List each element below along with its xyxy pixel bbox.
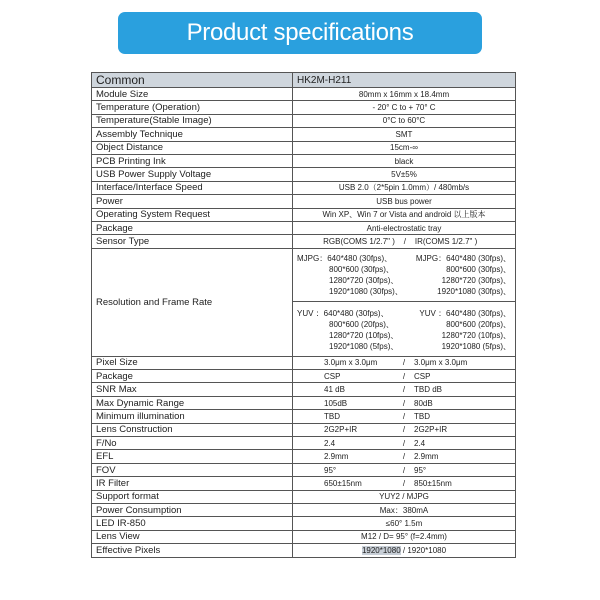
spec-value [293, 235, 516, 248]
pair-separator: / [402, 438, 406, 448]
spec-label: Operating System Request [92, 208, 293, 221]
spec-row-pair [92, 437, 516, 450]
spec-value: ≤60° 1.5m [293, 517, 516, 530]
spec-row [92, 195, 516, 208]
spec-row-resolution [92, 248, 516, 356]
ir-value: 2.4 [414, 438, 426, 448]
spec-label: EFL [92, 450, 293, 463]
spec-label: IR Filter [92, 477, 293, 490]
spec-value [293, 544, 516, 557]
resolution-item: 1280*720 (10fps)、 [329, 330, 399, 340]
spec-label: Lens Construction [92, 423, 293, 436]
rgb-value: 41 dB [324, 385, 345, 395]
spec-row [92, 88, 516, 101]
spec-label: Assembly Technique [92, 128, 293, 141]
spec-label: Pixel Size [92, 356, 293, 369]
rgb-resolution-list [297, 253, 403, 297]
spec-value: YUY2 / MJPG [293, 490, 516, 503]
value-pair [297, 411, 511, 422]
spec-row [92, 154, 516, 167]
resolution-item: YUV ：640*480 (30fps)、 [419, 308, 511, 318]
ir-value: 2.9mm [414, 452, 439, 462]
resolution-item: 800*600 (20fps)、 [329, 319, 394, 329]
ir-value: TBD [414, 411, 430, 421]
spec-value: M12 / D= 95° (f=2.4mm) [293, 530, 516, 543]
ir-value: 80dB [414, 398, 433, 408]
spec-row-pair [92, 356, 516, 369]
spec-row-pair [92, 410, 516, 423]
value-pair [297, 424, 511, 435]
page-title-banner [118, 12, 482, 54]
mjpg-block [293, 249, 515, 301]
pair-separator: / [403, 236, 406, 246]
resolution-item: 800*600 (20fps)、 [446, 319, 511, 329]
spec-label: USB Power Supply Voltage [92, 168, 293, 181]
spec-value [293, 437, 516, 450]
table-header-row [92, 73, 516, 88]
spec-row [92, 517, 516, 530]
spec-value: 15cm-∞ [293, 141, 516, 154]
resolution-item: 800*600 (30fps)、 [446, 264, 511, 274]
rgb-value: 105dB [324, 398, 348, 408]
spec-value: black [293, 154, 516, 167]
spec-label: PCB Printing Ink [92, 154, 293, 167]
value-pair [297, 357, 511, 368]
resolution-item: 1280*720 (30fps)、 [441, 275, 511, 285]
spec-label: Package [92, 221, 293, 234]
spec-value: Max：380mA [293, 503, 516, 516]
spec-row-pair [92, 450, 516, 463]
value-pair [297, 451, 511, 462]
resolution-item: 1920*1080 (5fps)、 [329, 341, 399, 351]
rgb-resolution-list [297, 308, 398, 352]
rgb-value: CSP [324, 371, 341, 381]
spec-row-sensor [92, 235, 516, 248]
pair-separator: / [402, 385, 406, 395]
value-pair [297, 384, 511, 395]
spec-value: Win XP、Win 7 or Vista and android 以上版本 [293, 208, 516, 221]
ir-value: 850±15nm [414, 478, 452, 488]
spec-value: 0°C to 60°C [293, 114, 516, 127]
spec-label: Interface/Interface Speed [92, 181, 293, 194]
header-value: HK2M-H211 [293, 73, 516, 88]
spec-value: 80mm x 16mm x 18.4mm [293, 88, 516, 101]
spec-label: Module Size [92, 88, 293, 101]
spec-value [293, 370, 516, 383]
spec-value [293, 477, 516, 490]
spec-row [92, 503, 516, 516]
spec-row [92, 221, 516, 234]
yuv-block [293, 301, 515, 356]
spec-label: Power Consumption [92, 503, 293, 516]
ir-resolution-list [416, 253, 511, 297]
pair-separator: / [402, 478, 406, 488]
value-pair [297, 236, 511, 247]
spec-label: Resolution and Frame Rate [92, 248, 293, 356]
spec-value: - 20° C to + 70° C [293, 101, 516, 114]
spec-label: Minimum illumination [92, 410, 293, 423]
spec-label: Max Dynamic Range [92, 396, 293, 409]
pair-separator: / [400, 545, 408, 555]
spec-value: 5V±5% [293, 168, 516, 181]
resolution-item: YUV ：640*480 (30fps)、 [297, 308, 389, 318]
pair-separator: / [402, 452, 406, 462]
resolution-item: 800*600 (30fps)、 [329, 264, 394, 274]
spec-label: Effective Pixels [92, 544, 293, 557]
ir-value: 3.0μm x 3.0μm [414, 358, 468, 368]
spec-value: USB 2.0（2*5pin 1.0mm）/ 480mb/s [293, 181, 516, 194]
value-pair [297, 438, 511, 449]
resolution-item: 1920*1080 (30fps)、 [437, 286, 511, 296]
spec-label: LED IR-850 [92, 517, 293, 530]
ir-value: CSP [414, 371, 431, 381]
spec-value [293, 396, 516, 409]
spec-row [92, 114, 516, 127]
spec-value [293, 463, 516, 476]
spec-row-pair [92, 383, 516, 396]
resolution-item: 1280*720 (10fps)、 [441, 330, 511, 340]
spec-row-effective [92, 544, 516, 557]
pair-separator: / [402, 358, 406, 368]
spec-row [92, 168, 516, 181]
value-pair [297, 398, 511, 409]
ir-value: TBD dB [414, 385, 443, 395]
spec-row [92, 181, 516, 194]
spec-row-pair [92, 396, 516, 409]
spec-row-pair [92, 477, 516, 490]
ir-value: 2G2P+IR [414, 425, 448, 435]
header-label: Common [92, 73, 293, 88]
spec-label: Sensor Type [92, 235, 293, 248]
rgb-value: TBD [324, 411, 340, 421]
rgb-value: 2.4 [324, 438, 336, 448]
value-pair [297, 465, 511, 476]
spec-row-pair [92, 423, 516, 436]
spec-value: SMT [293, 128, 516, 141]
rgb-value: 2G2P+IR [324, 425, 358, 435]
rgb-value: 650±15nm [324, 478, 362, 488]
spec-value: USB bus power [293, 195, 516, 208]
value-pair [297, 371, 511, 382]
spec-row [92, 128, 516, 141]
spec-label: Support format [92, 490, 293, 503]
spec-label: Temperature (Operation) [92, 101, 293, 114]
spec-label: FOV [92, 463, 293, 476]
rgb-value: 3.0μm x 3.0μm [324, 358, 378, 368]
spec-value [293, 423, 516, 436]
resolution-cell [293, 248, 516, 356]
ir-resolution-list [419, 308, 511, 352]
spec-label: Temperature(Stable Image) [92, 114, 293, 127]
resolution-item: MJPG：640*480 (30fps)、 [297, 253, 393, 263]
spec-row-pair [92, 463, 516, 476]
pair-separator: / [402, 425, 406, 435]
spec-row [92, 101, 516, 114]
page-title: Product specifications [186, 19, 414, 46]
spec-table [91, 72, 516, 558]
value-pair [297, 478, 511, 489]
spec-row [92, 141, 516, 154]
ir-value: 95° [414, 465, 427, 475]
pair-separator: / [402, 371, 406, 381]
spec-label: F/No [92, 437, 293, 450]
spec-label: Object Distance [92, 141, 293, 154]
ir-value: 1920*1080 [407, 545, 447, 555]
spec-label: Package [92, 370, 293, 383]
ir-value: IR(COMS 1/2.7" ) [414, 236, 478, 246]
pair-separator: / [402, 411, 406, 421]
spec-label: Power [92, 195, 293, 208]
resolution-item: MJPG：640*480 (30fps)、 [415, 253, 511, 263]
spec-value [293, 450, 516, 463]
spec-row [92, 530, 516, 543]
spec-label: Lens View [92, 530, 293, 543]
spec-value: Anti-electrostatic tray [293, 221, 516, 234]
rgb-value: RGB(COMS 1/2.7" ) [323, 236, 395, 246]
spec-value [293, 383, 516, 396]
resolution-item: 1280*720 (30fps)、 [329, 275, 399, 285]
spec-value [293, 356, 516, 369]
spec-value [293, 410, 516, 423]
spec-row [92, 208, 516, 221]
resolution-item: 1920*1080 (5fps)、 [441, 341, 511, 351]
resolution-item: 1920*1080 (30fps)、 [329, 286, 403, 296]
spec-label: SNR Max [92, 383, 293, 396]
rgb-value: 2.9mm [324, 452, 349, 462]
rgb-value: 95° [324, 465, 337, 475]
pair-separator: / [402, 465, 406, 475]
rgb-value: 1920*1080 [361, 545, 401, 555]
spec-row-pair [92, 370, 516, 383]
spec-row [92, 490, 516, 503]
pair-separator: / [402, 398, 406, 408]
